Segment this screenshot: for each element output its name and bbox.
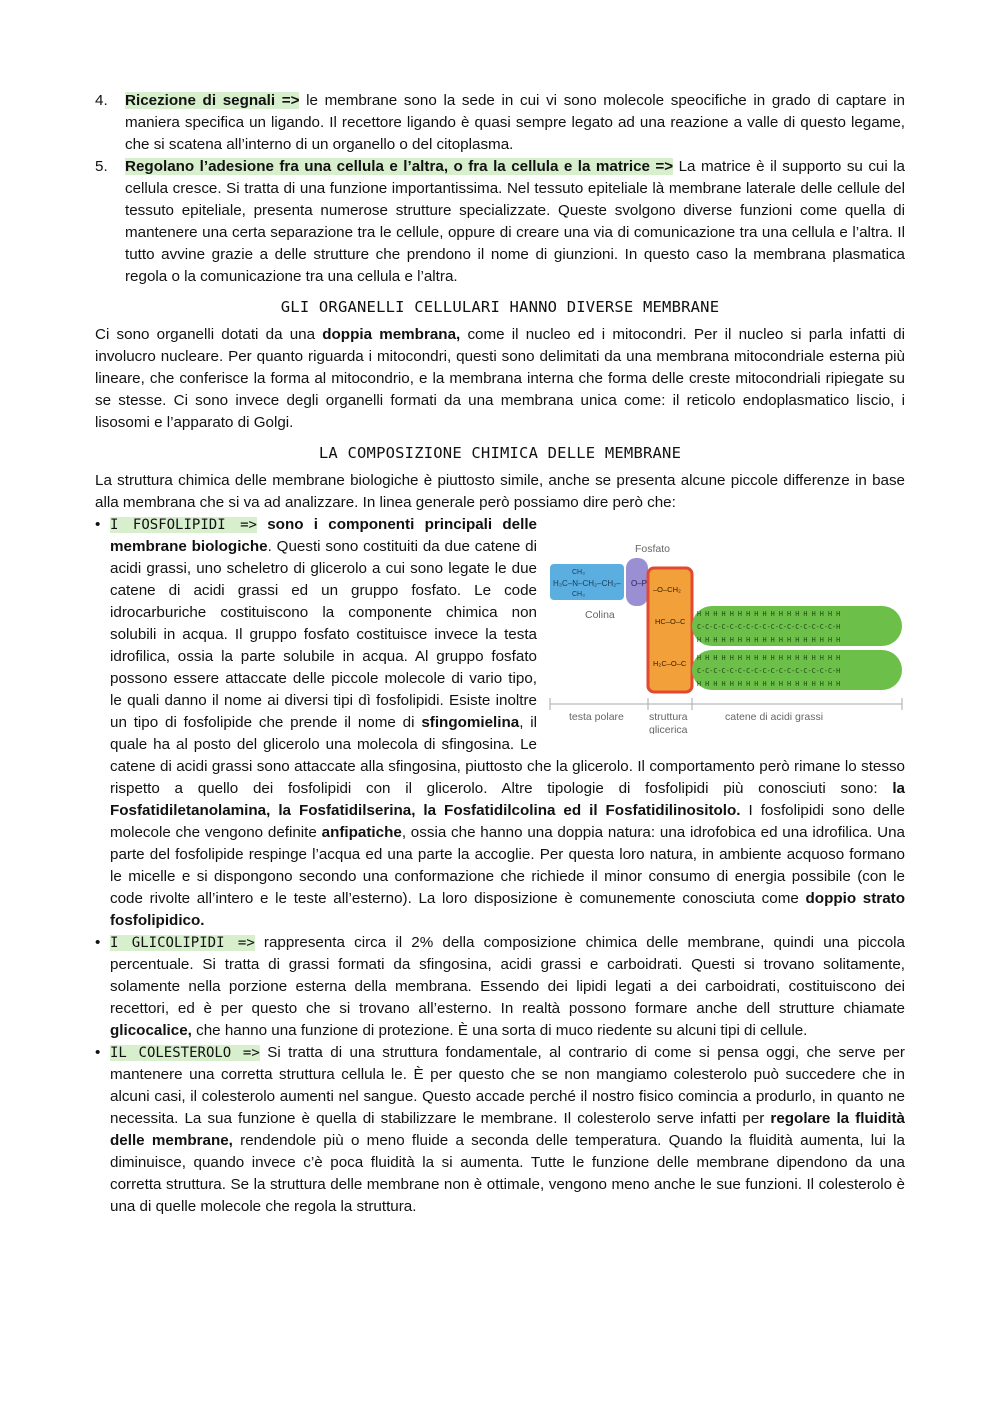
text-run: I fosfolipidi sono delle molecole che vengono definite: [110, 802, 906, 841]
chain-1-carbons: C-C-C-C-C-C-C-C-C-C-C-C-C-C-C-C-C-H: [697, 623, 841, 631]
label-catene: catene di acidi grassi: [725, 711, 824, 723]
bullet-heading: I FOSFOLIPIDI =>: [110, 517, 257, 533]
list-item-heading: Ricezione di segnali =>: [125, 92, 300, 109]
list-item-text: le membrane sono la sede in cui vi sono molecole speocifiche in grado di captare in maniera specifica un ligando. Il recettore ligando è quasi sempre legato ad una reazione a valle di questo legame, che si scatena all’interno di un organello o del citoplasma.: [125, 92, 905, 153]
chain-2-carbons: C-C-C-C-C-C-C-C-C-C-C-C-C-C-C-C-C-H: [697, 667, 841, 675]
text-run: Ci sono organelli dotati da una: [95, 326, 323, 343]
label-glicerica: glicerica: [649, 724, 688, 734]
numbered-list: [95, 90, 905, 288]
bold-run: doppio strato fosfolipidico.: [110, 890, 905, 929]
text-run: Si tratta di una struttura fondamentale, al contrario di come si pensa oggi, che serve per mantenere una corretta struttura cellula le. È per questo che se non mangiamo colesterolo può succedere che in alcuni casi, il colesterolo aumenti nel sangue. Questo accade perché il nostro fisico comincia a produrlo, in quanto ne necessita. La sua funzione è quella di stabilizzare le membrane. Il colesterolo serve infatti per: [110, 1044, 905, 1127]
glicerolo-hco: HC–O–C: [655, 617, 686, 626]
bold-run: regolare la fluidità delle membrane,: [110, 1110, 905, 1149]
text-run: . Questi sono costituiti da due catene di acidi grassi, uno scheletro di glicerolo a cui sono legate le due catene di acidi grassi ed un gruppo fosfato. Le code idrocarburiche costituiscono la componente chimica non solubili in acqua. Il gruppo fosfato costituisce invece la testa idrofilica, ossia la parte solubile in acqua. Al gruppo fosfato possono essere attaccate delle piccole molecole di vario tipo, le quali danno il nome ai diversi tipi dì fosfolipidi. Esiste inoltre un tipo di fosfolipide che prende il nome di: [110, 538, 537, 731]
label-colina: Colina: [585, 609, 615, 621]
chain-2-h-bottom: H H H H H H H H H H H H H H H H H H: [697, 680, 841, 688]
text-run: che hanno una funzione di protezione. È una sorta di muco riedente su alcuni tipi di cellule.: [191, 1022, 808, 1039]
section-title-organelli: GLI ORGANELLI CELLULARI HANNO DIVERSE MEMBRANE: [280, 298, 720, 316]
text-run: come il nucleo ed i mitocondri. Per il nucleo si parla infatti di involucro nucleare. Per quanto riguarda i mitocondri, questi sono delimitati da una membrana mitocondriale esterna più lineare, che conferisce la forma al mitocondrio, e la membrana interna che forma delle creste mitocondriali ripiegate su se stesse. Ci sono invece degli organelli formati da una membrana unica come: il reticolo endoplasmatico liscio, i lisosomi e l’apparato di Golgi.: [95, 326, 905, 431]
bullet-list: [95, 514, 905, 1218]
phospholipid-diagram: [547, 514, 905, 734]
colina-ch3-top: CH₃: [572, 569, 585, 576]
bullet-item-colesterolo: [95, 1042, 905, 1218]
list-item: [95, 156, 905, 288]
paragraph-organelli: [95, 324, 905, 434]
text-run: rendendole più o meno fluide a seconda delle temperatura. Quando la fluidità aumenta, lui la diminuisce, quando invece c’è poca fluidità la si aumenta. Tutte le funzione delle membrane dipendono da una corretta struttura. Se la struttura delle membrane non è ottimale, vengono meno anche le sue funzioni. Il colesterolo è una di quelle molecole che regola la struttura.: [110, 1132, 905, 1215]
list-number: 5.: [95, 158, 108, 175]
bullet-heading: IL COLESTEROLO =>: [110, 1045, 260, 1061]
chain-1-h-top: H H H H H H H H H H H H H H H H H H: [697, 610, 841, 618]
phospholipid-svg: [547, 514, 905, 734]
colina-formula: H₃C–N–CH₂–CH₂–: [553, 579, 621, 588]
bullet-heading: I GLICOLIPIDI =>: [110, 935, 255, 951]
bold-run: doppia membrana,: [322, 326, 461, 343]
text-run: , il quale ha al posto del glicerolo una molecola di sfingosina. Le catene di acidi grassi sono attaccate alla sfingosina, piuttosto che la glicerolo. Il comportamento però rimane lo stesso rispetto a quello dei fosfolipidi con il glicerolo. Altre tipologie di fosfolipidi più conosciuti sono:: [110, 714, 905, 797]
chain-1-h-bottom: H H H H H H H H H H H H H H H H H H: [697, 636, 841, 644]
bold-run: anfipatiche: [321, 824, 402, 841]
bold-run: glicocalice,: [110, 1022, 192, 1039]
fosfato-formula: O–P: [631, 579, 648, 588]
section-title-composizione: LA COMPOSIZIONE CHIMICA DELLE MEMBRANE: [318, 444, 682, 462]
document-page: [95, 90, 905, 1218]
list-number: 4.: [95, 92, 108, 109]
paragraph-intro: La struttura chimica delle membrane biologiche è piuttosto simile, anche se presenta alcune piccole differenze in base alla membrana che si va ad analizzare. In linea generale però possiamo dire però che:: [95, 472, 905, 511]
glicerolo-ch2-top: –O–CH₂: [653, 585, 681, 594]
label-struttura: struttura: [649, 711, 688, 723]
bold-run: la Fosfatidiletanolamina, la Fosfatidilserina, la Fosfatidilcolina ed il Fosfatidilinositolo.: [110, 780, 905, 819]
colina-ch3-bottom: CH₃: [572, 591, 585, 598]
bullet-item-fosfolipidi: [95, 514, 905, 932]
bullet-item-glicolipidi: [95, 932, 905, 1042]
text-run: rappresenta circa il 2% della composizione chimica delle membrane, quindi una piccola percentuale. Si tratta di grassi formati da sfingosina, acidi grassi e carboidrati. Questi si trovano solitamente, solamente nella porzione esterna della membrana. Essendo dei lipidi legati a dei carboidrati, costituiscono dei recettori, ed è per questo che si trovano all’esterno. In realtà possono formare anche dell strutture chiamate: [110, 934, 906, 1017]
list-item: [95, 90, 905, 156]
bold-run: sono i componenti principali delle membrane biologiche: [110, 516, 538, 555]
glicerolo-ch2-bottom: H₂C–O–C: [653, 659, 687, 668]
bold-run: sfingomielina: [421, 714, 520, 731]
bullet-icon: •: [95, 516, 101, 533]
chain-2-h-top: H H H H H H H H H H H H H H H H H H: [697, 654, 841, 662]
label-fosfato: Fosfato: [635, 543, 671, 555]
label-testa-polare: testa polare: [569, 711, 624, 723]
bullet-icon: •: [95, 934, 101, 951]
list-item-heading: Regolano l’adesione fra una cellula e l’altra, o fra la cellula e la matrice =>: [125, 158, 674, 175]
list-item-text: La matrice è il supporto su cui la cellula cresce. Si tratta di una funzione importantissima. Nel tessuto epiteliale là membrane laterale delle cellule del tessuto epiteliale, presenta numerose strutture specializzate. Queste svolgono diverse funzioni come quella di mantenere una certa separazione tra le cellule, oppure di creare una via di comunicazione tra una cellula e l’altra. Il tutto avvine grazie a delle strutture che prendono il nome di giunzioni. In questo caso la membrana plasmatica regola o la comunicazione tra una cellula e l’altra.: [125, 158, 906, 285]
text-run: , ossia che hanno una doppia natura: una idrofobica ed una idrofilica. Una parte del fosfolipide respinge l’acqua ed una parte la accoglie. Per questa loro natura, in ambiente acquoso formano le micelle e si dispongono secondo una conformazione che richiede il minor consumo di energia possibile (con le code rivolte all’intero e le teste all’esterno). La loro disposizione è comunemente conosciuta come: [110, 824, 905, 907]
bullet-icon: •: [95, 1044, 101, 1061]
